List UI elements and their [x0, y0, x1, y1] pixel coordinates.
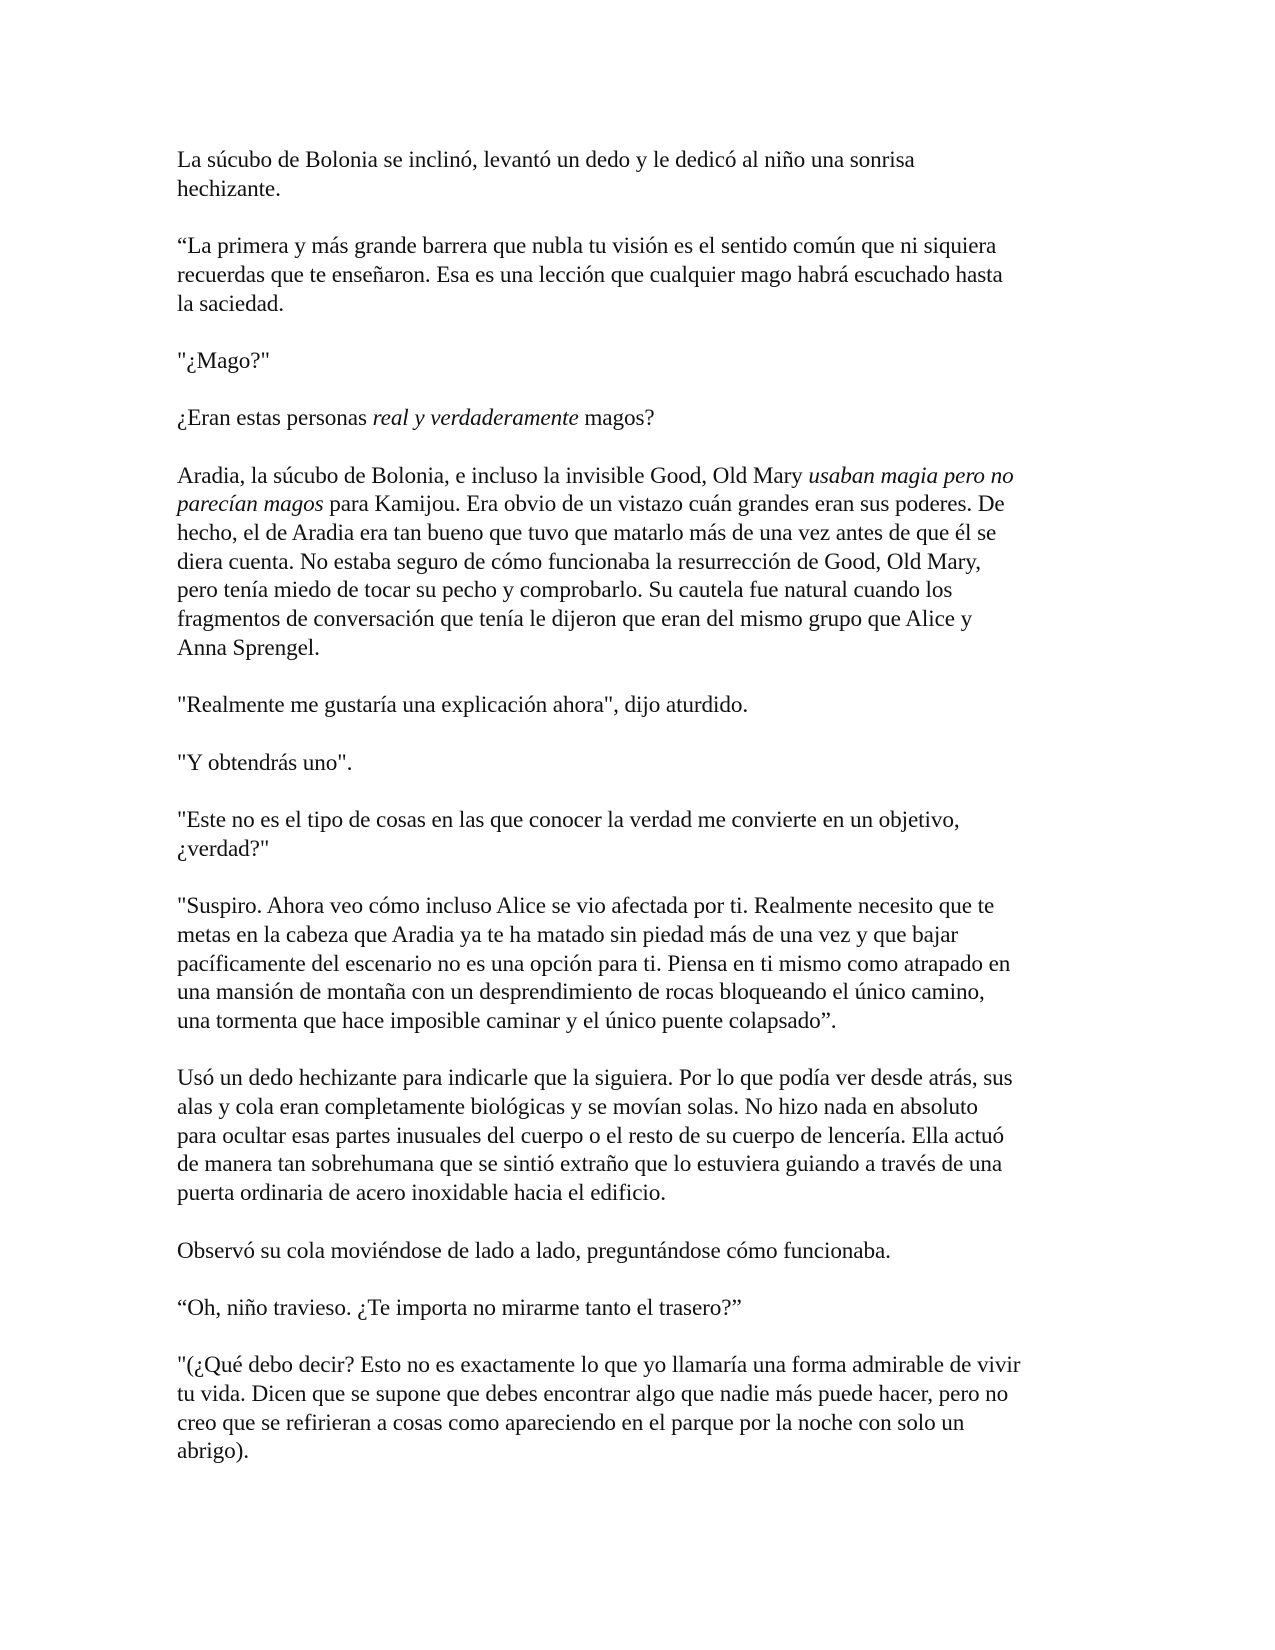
text-line: "Y obtendrás uno". [177, 749, 353, 776]
text-line: recuerdas que te enseñaron. Esa es una lección que cualquier mago habrá escuchado hasta [177, 261, 1003, 288]
text-line: alas y cola eran completamente biológicas y se movían solas. No hizo nada en absoluto [177, 1094, 978, 1121]
document-page [177, 146, 1097, 1495]
italic-emphasis: parecían magos [177, 491, 324, 518]
paragraph [177, 806, 1097, 863]
text-segment: magos? [578, 405, 655, 432]
paragraph [177, 404, 1097, 433]
paragraph [177, 892, 1097, 1036]
text-line: diera cuenta. No estaba seguro de cómo funcionaba la resurrección de Good, Old Mary, [177, 548, 981, 575]
text-line: Anna Sprengel. [177, 634, 320, 661]
paragraph [177, 1351, 1097, 1466]
text-line: La súcubo de Bolonia se inclinó, levantó un dedo y le dedicó al niño una sonrisa [177, 147, 915, 173]
paragraph [177, 146, 1097, 203]
text-line [177, 490, 1097, 519]
paragraph [177, 1294, 1097, 1323]
text-line: pacíficamente del escenario no es una opción para ti. Piensa en ti mismo como atrapado en [177, 950, 1011, 977]
italic-emphasis: usaban magia pero no [808, 462, 1014, 489]
text-line: puerta ordinaria de acero inoxidable hacia el edificio. [177, 1180, 666, 1207]
paragraph [177, 1237, 1097, 1266]
text-line: hechizante. [177, 175, 281, 202]
text-line: “Oh, niño travieso. ¿Te importa no mirarme tanto el trasero?” [177, 1294, 742, 1321]
text-line: "(¿Qué debo decir? Esto no es exactamente lo que yo llamaría una forma admirable de vivir [177, 1352, 1021, 1379]
text-line: ¿verdad?" [177, 835, 270, 862]
text-line: una mansión de montaña con un desprendimiento de rocas bloqueando el único camino, [177, 979, 985, 1006]
paragraph [177, 1064, 1097, 1208]
text-line: "Este no es el tipo de cosas en las que conocer la verdad me convierte en un objetivo, [177, 807, 960, 834]
text-line: "¿Mago?" [177, 347, 270, 374]
text-line: de manera tan sobrehumana que se sintió extraño que lo estuviera guiando a través de una [177, 1151, 1003, 1178]
text-segment: Aradia, la súcubo de Bolonia, e incluso la invisible Good, Old Mary [177, 462, 809, 489]
text-line: “La primera y más grande barrera que nubla tu visión es el sentido común que ni siquiera [177, 233, 997, 260]
text-line: fragmentos de conversación que tenía le dijeron que eran del mismo grupo que Alice y [177, 606, 973, 633]
text-line: pero tenía miedo de tocar su pecho y comprobarlo. Su cautela fue natural cuando los [177, 577, 953, 604]
text-line: hecho, el de Aradia era tan bueno que tuvo que matarlo más de una vez antes de que él se [177, 520, 997, 547]
text-line: para ocultar esas partes inusuales del cuerpo o el resto de su cuerpo de lencería. Ella actuó [177, 1122, 1005, 1149]
text-line: Observó su cola moviéndose de lado a lado, preguntándose cómo funcionaba. [177, 1237, 891, 1264]
text-segment: para Kamijou. Era obvio de un vistazo cuán grandes eran sus poderes. De [323, 491, 1005, 518]
paragraph [177, 347, 1097, 376]
text-line [177, 462, 1097, 491]
text-line: "Realmente me gustaría una explicación ahora", dijo aturdido. [177, 692, 749, 719]
text-line: tu vida. Dicen que se supone que debes encontrar algo que nadie más puede hacer, pero no [177, 1381, 1009, 1408]
text-line: la saciedad. [177, 290, 284, 317]
paragraph [177, 749, 1097, 778]
text-line: una tormenta que hace imposible caminar y el único puente colapsado”. [177, 1007, 837, 1034]
text-line: creo que se refirieran a cosas como apareciendo en el parque por la noche con solo un [177, 1409, 965, 1436]
paragraph [177, 691, 1097, 720]
text-line [177, 404, 1097, 433]
text-line: metas en la cabeza que Aradia ya te ha matado sin piedad más de una vez y que bajar [177, 921, 959, 948]
text-segment: ¿Eran estas personas [177, 405, 373, 432]
italic-emphasis: real y verdaderamente [372, 405, 579, 432]
paragraph [177, 232, 1097, 318]
text-line: Usó un dedo hechizante para indicarle que la siguiera. Por lo que podía ver desde atrás, sus [177, 1065, 1013, 1092]
paragraph [177, 462, 1097, 663]
text-line: abrigo). [177, 1438, 249, 1465]
text-line: "Suspiro. Ahora veo cómo incluso Alice se vio afectada por ti. Realmente necesito que te [177, 893, 995, 920]
